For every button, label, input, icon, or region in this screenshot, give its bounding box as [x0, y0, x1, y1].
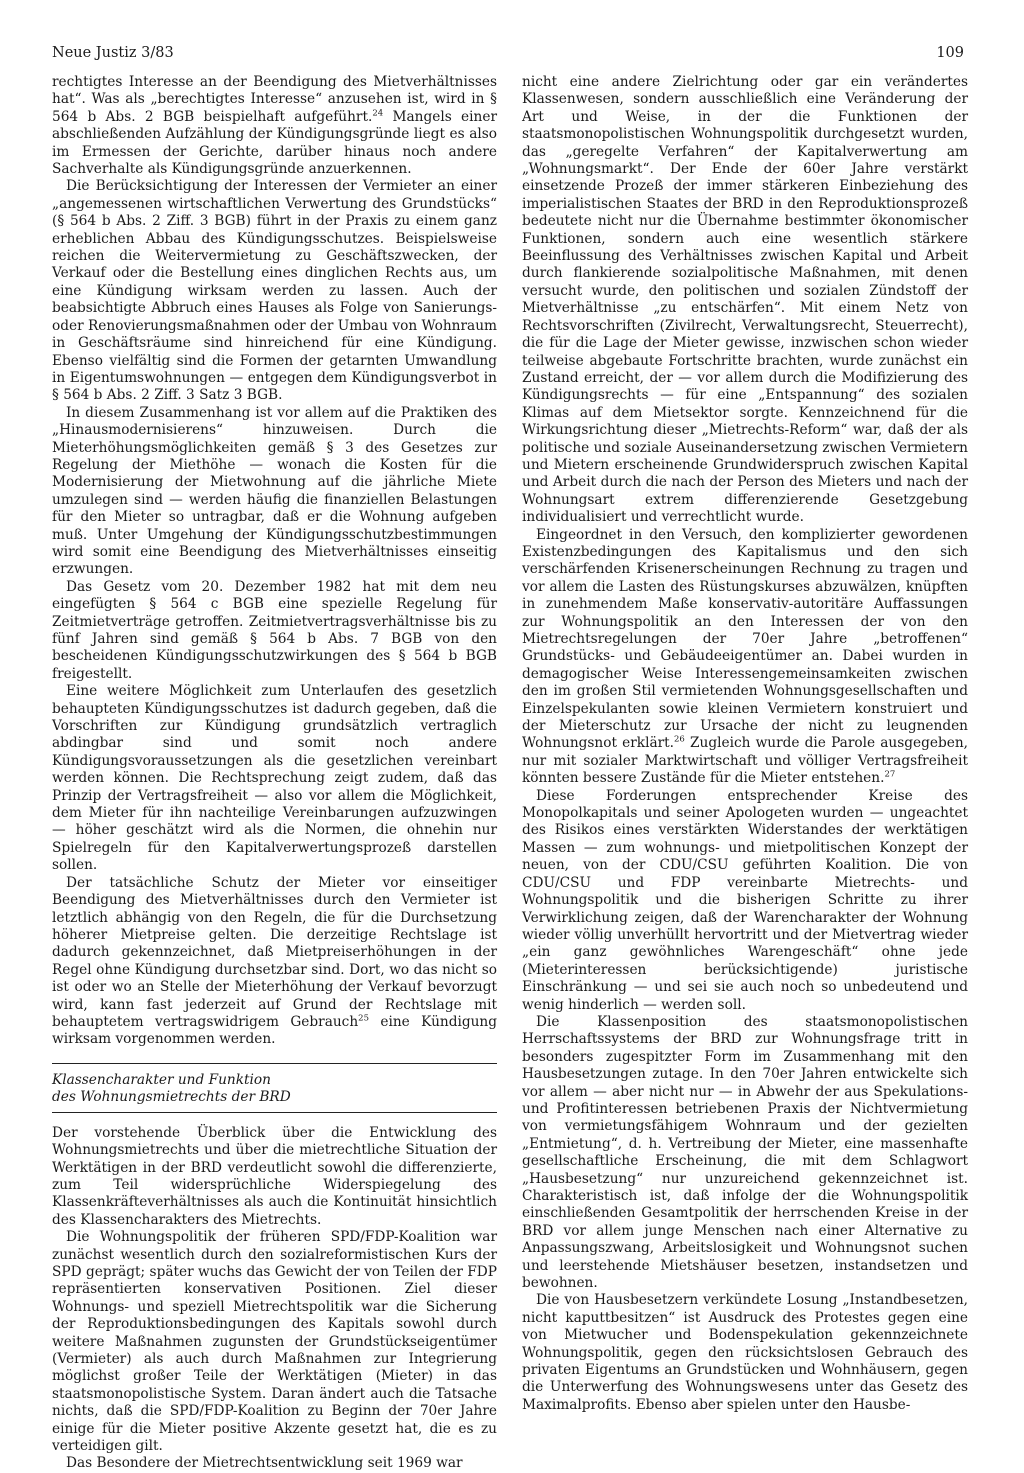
- right-column: [522, 74, 968, 1414]
- paragraph: Diese Forderungen entsprechender Kreise des Monopolkapitals und seiner Apologeten wurden — ungeachtet des Risikos eines verstärkten Widerstandes der werktätigen Massen — zum wohnungs- und mietpolitischen Konzept der neuen, von der CDU/CSU geführten Koalition. Die von CDU/CSU und FDP vereinbarte Mietrechts- und Wohnungspolitik und die bisherigen Schritte zu ihrer Verwirklichung zeigen, daß der Warencharakter der Wohnung wieder völlig unverhüllt hervortritt und der Mietvertrag wieder „ein ganz gewöhnliches Warengeschäft“ ohne jede (Mieterinteressen berücksichtigende) juristische Einschränkung — und sei sie auch noch so unbedeutend und wenig hinderlich — werden soll.: [522, 787, 968, 1013]
- paragraph: In diesem Zusammenhang ist vor allem auf die Praktiken des „Hinausmodernisierens“ hinzuweisen. Durch die Mieterhöhungsmöglichkeiten gemäß § 3 des Gesetzes zur Regelung der Miethöhe — wonach die Kosten für die Modernisierung der Mietwohnung auf die jährliche Miete umzulegen sind — werden häufig die finanziellen Belastungen für den Mieter so untragbar, daß er die Wohnung aufgeben muß. Unter Umgehung der Kündigungsschutzbestimmungen wird somit eine Beendigung des Mietverhältnisses einseitig erzwungen.: [52, 404, 497, 578]
- left-column: [52, 74, 497, 1473]
- paragraph: Der tatsächliche Schutz der Mieter vor einseitiger Beendigung des Mietverhältnisses durch den Vermieter ist letztlich abhängig von den Regeln, die für die Durchsetzung höherer Mietpreise gelten. Die derzeitige Rechtslage ist dadurch gekennzeichnet, daß Mietpreiserhöhungen in der Regel ohne Kündigung durchsetzbar sind. Dort, wo das nicht so ist oder wo an Stelle der Mieterhöhung der Verkauf bevorzugt wird, kann fast jederzeit auf Grund der Rechtslage mit behauptetem vertragswidrigem Gebrauch$^{25}$ eine Kündigung wirksam vorgenommen werden.: [52, 874, 497, 1048]
- footnote-ref: 27: [884, 769, 896, 780]
- paragraph: Die Wohnungspolitik der früheren SPD/FDP-Koalition war zunächst wesentlich durch den sozialreformistischen Kurs der SPD geprägt; später wuchs das Gewicht der von Teilen der FDP repräsentierten konservativen Positionen. Ziel dieser Wohnungs- und speziell Mietrechtspolitik war die Sicherung der Reproduktionsbedingungen des Kapitals sowohl durch weitere Maßnahmen zugunsten der Grundstückseigentümer (Vermieter) als auch durch Maßnahmen zur Integrierung möglichst großer Teile der Werktätigen (Mieter) in das staatsmonopolistische System. Daran ändert auch die Tatsache nichts, daß die SPD/FDP-Koalition zu Beginn der 70er Jahre einige für die Mieter positive Akzente gesetzt hat, die es zu verteidigen gilt.: [52, 1229, 497, 1455]
- section-heading-line: des Wohnungsmietrechts der BRD: [52, 1088, 291, 1105]
- section-heading-line: Klassencharakter und Funktion: [52, 1071, 271, 1088]
- paragraph: Eine weitere Möglichkeit zum Unterlaufen des gesetzlich behaupteten Kündigungsschutzes ist dadurch gegeben, daß die Vorschriften zur Kündigung grundsätzlich vertraglich abdingbar sind und somit noch andere Kündigungsvoraussetzungen als die gesetzlichen vereinbart werden können. Die Rechtsprechung zeigt zudem, daß das Prinzip der Vertragsfreiheit — also vor allem die Möglichkeit, dem Mieter für ihn nachteilige Vereinbarungen aufzuzwingen — höher geschätzt wird als die Normen, die ohnehin nur Spielregeln für den Kapitalverwertungsprozeß darstellen sollen.: [52, 683, 497, 874]
- footnote-ref: 26: [674, 734, 685, 745]
- footnote-ref: 24: [372, 108, 384, 119]
- paragraph: Die Berücksichtigung der Interessen der Vermieter an einer „angemessenen wirtschaftlichen Verwertung des Grundstücks“ (§ 564 b Abs. 2 Ziff. 3 BGB) führt in der Praxis zu einem ganz erheblichen Abbau des Kündigungsschutzes. Beispielsweise reichen die Weitervermietung zu Geschäftszwecken, der Verkauf oder die Bestellung eines dinglichen Rechts aus, um eine Kündigung wirksam werden zu lassen. Auch der beabsichtigte Abbruch eines Hauses als Folge von Sanierungs- oder Renovierungsmaßnahmen oder der Umbau von Wohnraum in Geschäftsräume sind hinreichend für eine Kündigung. Ebenso vielfältig sind die Formen der getarnten Umwandlung in Eigentumswohnungen — entgegen dem Kündigungsverbot in § 564 b Abs. 2 Ziff. 3 Satz 3 BGB.: [52, 178, 497, 404]
- paragraph: Eingeordnet in den Versuch, den komplizierter gewordenen Existenzbedingungen des Kapitalismus und den sich verschärfenden Krisenerscheinungen Rechnung zu tragen und vor allem die Lasten des Rüstungskurses abzuwälzen, knüpften in zunehmendem Maße konservativ-autoritäre Auffassungen zur Wohnungspolitik an den Interessen der von den Mietrechtsregelungen der 70er Jahre „betroffenen“ Grundstücks- und Gebäudeeigentümer an. Dabei wurden in demagogischer Weise Interessengemeinsamkeiten zwischen den im großen Stil vermietenden Wohnungsgesellschaften und Einzelspekulanten sowie kleinen Vermietern konstruiert und der Mieterschutz zur Ursache der nicht zu leugnenden Wohnungsnot erklärt.$^{26}$ Zugleich wurde die Parole ausgegeben, nur mit sozialer Marktwirtschaft und völliger Vertragsfreiheit könnten bessere Zustände für die Mieter entstehen.$^{27}$: [522, 526, 968, 787]
- paragraph: rechtigtes Interesse an der Beendigung des Mietverhältnisses hat“. Was als „berechtigtes Interesse“ anzusehen ist, wird in § 564 b Abs. 2 BGB beispielhaft aufgeführt.$^{24}$ Mangels einer abschließenden Aufzählung der Kündigungsgründe liegt es also im Ermessen der Gerichte, darüber hinaus noch andere Sachverhalte als Kündigungsgründe anzuerkennen.: [52, 74, 497, 178]
- paragraph: Die von Hausbesetzern verkündete Losung „Instandbesetzen, nicht kaputtbesitzen“ ist Ausdruck des Protestes gegen eine von Mietwucher und Bodenspekulation gekennzeichnete Wohnungspolitik, gegen den rücksichtslosen Gebrauch des privaten Eigentums an Grundstücken und Wohnhäusern, gegen die Unterwerfung des Wohnungswesens unter das Gesetz des Maximalprofits. Ebenso aber spielen unter den Hausbe-: [522, 1292, 968, 1413]
- page-header: [52, 44, 964, 62]
- paragraph: Die Klassenposition des staatsmonopolistischen Herrschaftssystems der BRD zur Wohnungsfrage tritt in besonders zugespitzter Form im Zusammenhang mit den Hausbesetzungen zutage. In den 70er Jahren entwickelte sich vor allem — aber nicht nur — in Abwehr der aus Spekulations- und Profitinteressen betriebenen Praxis der Nichtvermietung von vermietungsfähigem Wohnraum und der gezielten „Entmietung“, d. h. Vertreibung der Mieter, eine massenhafte gesellschaftliche Erscheinung, die mit dem Schlagwort „Hausbesetzung“ nur unzureichend gekennzeichnet ist. Charakteristisch ist, daß infolge der die Wohnungspolitik einschließenden Gesamtpolitik der herrschenden Kreise in der BRD vor allem junge Menschen nach einer Alternative zu Anpassungszwang, Arbeitslosigkeit und Wohnungsnot suchen und leerstehende Mietshäuser besetzen, instandsetzen und bewohnen.: [522, 1013, 968, 1292]
- page-number: 109: [936, 45, 964, 61]
- paragraph: Das Besondere der Mietrechtsentwicklung seit 1969 war: [66, 1455, 463, 1472]
- footnote-ref: 25: [358, 1013, 369, 1024]
- paragraph: nicht eine andere Zielrichtung oder gar ein verändertes Klassenwesen, sondern ausschließlich eine Veränderung der Art und Weise, in der die Funktionen der staatsmonopolistischen Wohnungspolitik durchgesetzt wurden, das „geregelte Verfahren“ der Kapitalverwertung am „Wohnungsmarkt“. Der Ende der 60er Jahre verstärkt einsetzende Prozeß der immer stärkeren Einbeziehung des imperialistischen Staates der BRD in den Reproduktionsprozeß bedeutete nicht nur die Übernahme bestimmter ökonomischer Funktionen, sondern auch eine wesentlich stärkere Beeinflussung des Verhältnisses zwischen Kapital und Arbeit durch flankierende sozialpolitische Maßnahmen, mit denen versucht wurde, den politischen und sozialen Zündstoff der Mietverhältnisse „zu entschärfen“. Mit einem Netz von Rechtsvorschriften (Zivilrecht, Verwaltungsrecht, Steuerrecht), die für die Lage der Mieter gewisse, inzwischen schon wieder teilweise abgebaute Fortschritte brachten, wurde zunächst ein Zustand erreicht, der — vor allem durch die Modifizierung des Kündigungsrechts — für eine „Entspannung“ des sozialen Klimas auf dem Mietsektor sorgte. Kennzeichnend für die Wirkungsrichtung dieser „Mietrechts-Reform“ war, daß der als politische und soziale Auseinandersetzung zwischen Vermietern und Mietern erscheinende Grundwiderspruch zwischen Kapital und Arbeit durch die nach der Person des Mieters und nach der Wohnungsart extrem differenzierende Gesetzgebung individualisiert und verrechtlicht wurde.: [522, 74, 968, 526]
- journal-title: Neue Justiz 3/83: [52, 45, 174, 61]
- paragraph: Das Gesetz vom 20. Dezember 1982 hat mit dem neu eingefügten § 564 c BGB eine spezielle Regelung für Zeitmietverträge getroffen. Zeitmietvertragsverhältnisse bis zu fünf Jahren sind gemäß § 564 b Abs. 7 BGB von den bescheidenen Kündigungsschutzwirkungen des § 564 b BGB freigestellt.: [52, 578, 497, 682]
- paragraph: Der vorstehende Überblick über die Entwicklung des Wohnungsmietrechts und über die mietrechtliche Situation der Werktätigen in der BRD verdeutlicht sowohl die differenzierte, zum Teil widersprüchliche Widerspiegelung des Klassenkräfteverhältnisses als auch die Kontinuität hinsichtlich des Klassencharakters des Mietrechts.: [52, 1124, 497, 1228]
- section-heading: [52, 1063, 497, 1113]
